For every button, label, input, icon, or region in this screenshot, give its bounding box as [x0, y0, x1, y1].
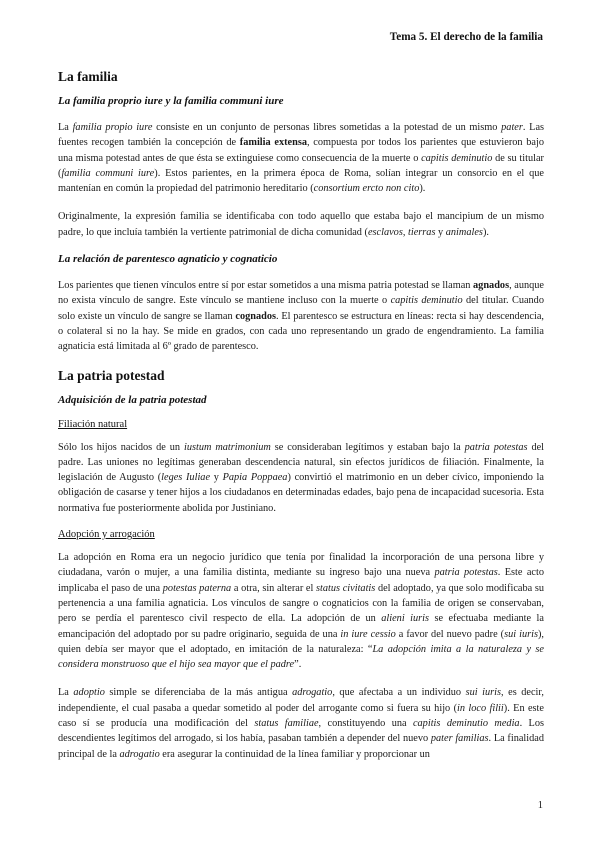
paragraph-adrogatio: La adoptio simple se diferenciaba de la más antigua adrogatio, que afectaba a un individuo sui iuris, es decir, independiente, el cual pasaba a quedar sometido al poder del arrogante como si fuera su hijo (in loco filii). En este caso sí se producía una modificación del status familiae, constituyendo una capitis deminutio media. Los descendientes legítimos del arrogado, si los había, pasaban también a depender del nuevo pater familias. La finalidad principal de la adrogatio era asegurar la continuidad de la línea familiar y proporcionar un: [58, 687, 545, 760]
page-number: 1: [537, 800, 543, 811]
section-heading-familia: La familia: [58, 69, 118, 84]
paragraph-parentesco: Los parientes que tienen vínculos entre sí por estar sometidos a una misma patria potestad se llaman agnados, aunque no exista vínculo de sangre. Este vínculo se mantiene incluso con la muerte o capitis deminutio del titular. Cuando solo existe un vínculo de sangre se llaman cognados. El parentesco se estructura en líneas: recta si hay descendencia, o colateral si no la hay. Se mide en grados, con cada uno representando un grado de engendramiento. La familia agnaticia está limitada al 6º grado de parentesco.: [58, 280, 545, 353]
running-header: Tema 5. El derecho de la familia: [389, 31, 543, 43]
subsection-heading-adquisicion: Adquisición de la patria potestad: [58, 393, 207, 406]
subheading-adopcion-arrogacion: Adopción y arrogación: [58, 529, 155, 541]
paragraph-familia-mancipium: Originalmente, la expresión familia se identificaba con todo aquello que estaba bajo el mancipium de un mismo padre, lo que incluía también la vertiente patrimonial de dicha comunidad (esclavos, tierras y animales).: [58, 211, 544, 238]
page-content: [58, 64, 544, 775]
subsection-heading-parentesco: La relación de parentesco agnaticio y cognaticio: [58, 253, 278, 266]
paragraph-filiacion: Sólo los hijos nacidos de un iustum matrimonium se consideraban legítimos y estaban bajo la patria potestas del padre. Las uniones no legítimas generaban descendencia natural, sin efectos jurídicos de filiación. Finalmente, la legislación de Augusto (leges Iuliae y Papia Poppaea) convirtió el matrimonio en un deber cívico, imponiendo la obligación de casarse y tener hijos a los ciudadanos en determinadas edades, bajo pena de incapacidad sucesoria. Esta normativa fue posteriormente abolida por Justiniano.: [58, 441, 545, 514]
subsection-heading-familia-proprio-iure: La familia proprio iure y la familia communi iure: [58, 95, 284, 107]
subheading-filiacion-natural: Filiación natural: [58, 418, 128, 430]
paragraph-familia-propio-iure: La familia propio iure consiste en un conjunto de personas libres sometidas a la potestad de un mismo pater. Las fuentes recogen también la concepción de familia extensa, compuesta por todos los parientes que estuvieron bajo una misma potestad antes de que ésta se extinguiese como consecuencia de la muerte o capitis deminutio de su titular (familia communi iure). Estos parientes, en la primera época de Roma, solían integrar un consorcio en el que mantenían en común la propiedad del patrimonio hereditario (consortium ercto non cito).: [58, 122, 545, 195]
section-heading-patria-potestad: La patria potestad: [58, 367, 165, 383]
paragraph-adopcion: La adopción en Roma era un negocio jurídico que tenía por finalidad la incorporación de una persona libre y ciudadana, varón o mujer, a una familia distinta, mediante su ingreso bajo una nueva patria potestas. Este acto implicaba el paso de una potestas paterna a otra, sin alterar el status civitatis del adoptado, ya que solo modificaba su pertenencia a una familia agnaticia. Los vínculos de sangre o cognaticios con la familia de origen se conservaban, pero se perdía el parentesco civil respecto de ella. La adopción de un alieni iuris se efectuaba mediante la emancipación del adoptado por su padre originario, seguida de una in iure cessio a favor del nuevo padre (sui iuris), quien debía ser mayor que el adoptado, en imitación de la naturaleza: “La adopción imita a la naturaleza y se considera monstruoso que el hijo sea mayor que el padre”.: [58, 552, 545, 671]
